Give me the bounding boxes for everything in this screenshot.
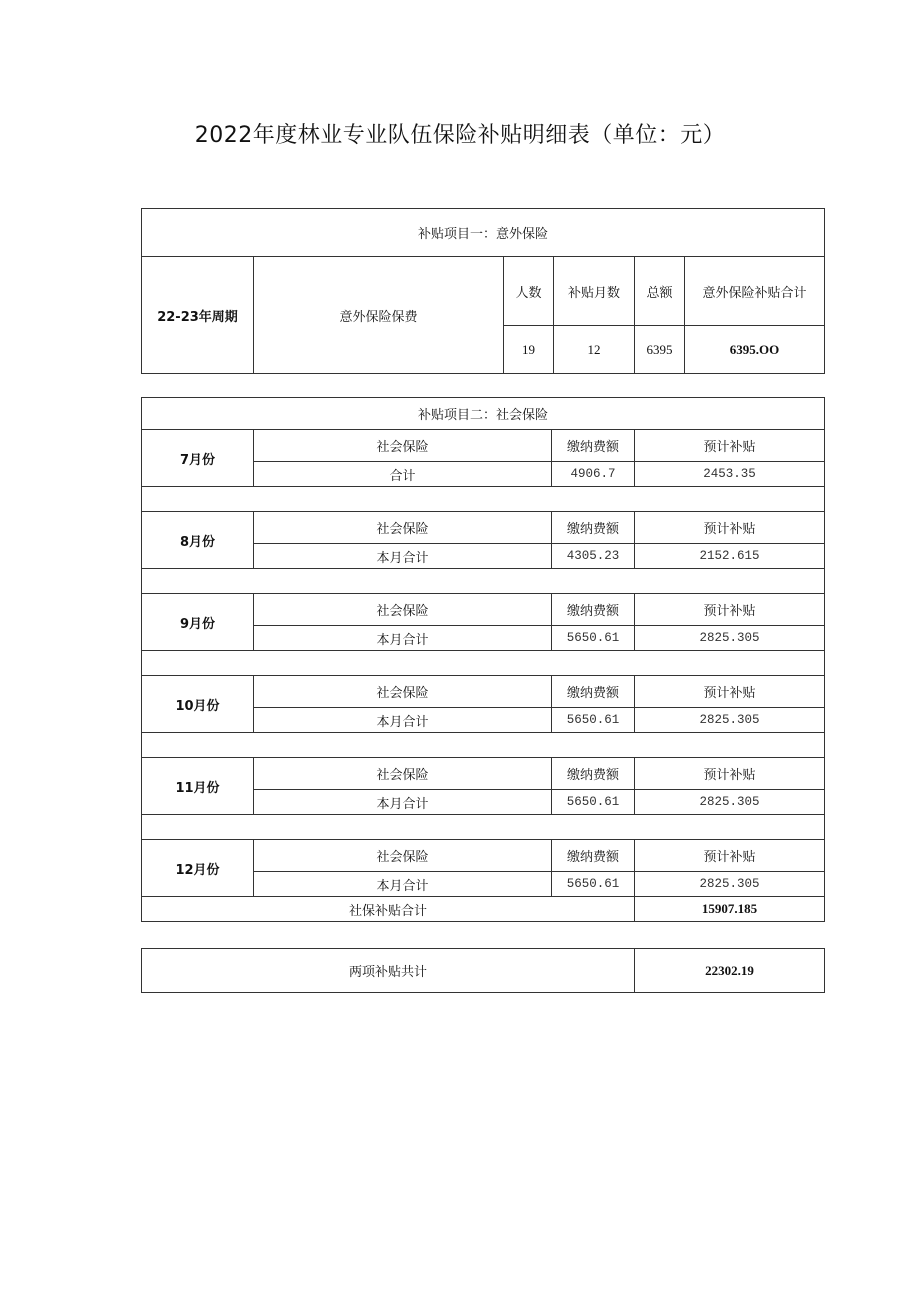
col-header-subsidy: 预计补贴 <box>635 512 825 544</box>
subsidy-value: 2825.305 <box>635 626 825 651</box>
row-label: 本月合计 <box>254 708 552 733</box>
month-cell: 7月份 <box>142 430 254 487</box>
row-label: 本月合计 <box>254 872 552 897</box>
col-header-social: 社会保险 <box>254 840 552 872</box>
subsidy-value: 2825.305 <box>635 790 825 815</box>
month-cell: 9月份 <box>142 594 254 651</box>
spacer-row <box>142 815 825 840</box>
social-total-label: 社保补贴合计 <box>142 897 635 922</box>
row-label: 本月合计 <box>254 626 552 651</box>
col-header-people: 人数 <box>504 257 554 326</box>
grand-total-label: 两项补贴共计 <box>142 949 635 993</box>
row-label: 本月合计 <box>254 544 552 569</box>
paid-value: 5650.61 <box>552 708 635 733</box>
month-cell: 8月份 <box>142 512 254 569</box>
col-header-social: 社会保险 <box>254 676 552 708</box>
subsidy-value: 2825.305 <box>635 708 825 733</box>
total-value: 6395 <box>635 326 685 374</box>
col-header-paid: 缴纳费额 <box>552 594 635 626</box>
col-header-paid: 缴纳费额 <box>552 840 635 872</box>
col-header-social: 社会保险 <box>254 758 552 790</box>
col-header-social: 社会保险 <box>254 430 552 462</box>
row-label: 本月合计 <box>254 790 552 815</box>
accident-sum-value: 6395.OO <box>685 326 825 374</box>
col-header-paid: 缴纳费额 <box>552 758 635 790</box>
col-header-social: 社会保险 <box>254 594 552 626</box>
month-cell: 12月份 <box>142 840 254 897</box>
spacer-row <box>142 487 825 512</box>
col-header-months: 补贴月数 <box>554 257 635 326</box>
subsidy-value: 2152.615 <box>635 544 825 569</box>
col-header-social: 社会保险 <box>254 512 552 544</box>
spacer-row <box>142 733 825 758</box>
col-header-accident-sum: 意外保险补贴合计 <box>685 257 825 326</box>
months-value: 12 <box>554 326 635 374</box>
social-insurance-table <box>141 397 825 922</box>
paid-value: 4906.7 <box>552 462 635 487</box>
col-header-subsidy: 预计补贴 <box>635 430 825 462</box>
period-cell: 22-23年周期 <box>142 257 254 374</box>
subsidy-value: 2453.35 <box>635 462 825 487</box>
col-header-subsidy: 预计补贴 <box>635 758 825 790</box>
accident-insurance-table <box>141 208 825 374</box>
month-cell: 11月份 <box>142 758 254 815</box>
month-cell: 10月份 <box>142 676 254 733</box>
paid-value: 5650.61 <box>552 790 635 815</box>
col-header-paid: 缴纳费额 <box>552 676 635 708</box>
accident-item-cell: 意外保险保费 <box>254 257 504 374</box>
grand-total-value: 22302.19 <box>635 949 825 993</box>
col-header-subsidy: 预计补贴 <box>635 676 825 708</box>
spacer-row <box>142 651 825 676</box>
col-header-subsidy: 预计补贴 <box>635 840 825 872</box>
page-title: 2022年度林业专业队伍保险补贴明细表（单位：元） <box>194 123 726 148</box>
paid-value: 5650.61 <box>552 626 635 651</box>
paid-value: 4305.23 <box>552 544 635 569</box>
grand-total-table <box>141 948 825 993</box>
spacer-row <box>142 569 825 594</box>
social-header: 补贴项目二：社会保险 <box>142 398 825 430</box>
col-header-paid: 缴纳费额 <box>552 430 635 462</box>
social-total-value: 15907.185 <box>635 897 825 922</box>
col-header-total: 总额 <box>635 257 685 326</box>
people-value: 19 <box>504 326 554 374</box>
col-header-subsidy: 预计补贴 <box>635 594 825 626</box>
col-header-paid: 缴纳费额 <box>552 512 635 544</box>
accident-header: 补贴项目一：意外保险 <box>142 209 825 257</box>
subsidy-value: 2825.305 <box>635 872 825 897</box>
paid-value: 5650.61 <box>552 872 635 897</box>
row-label: 合计 <box>254 462 552 487</box>
